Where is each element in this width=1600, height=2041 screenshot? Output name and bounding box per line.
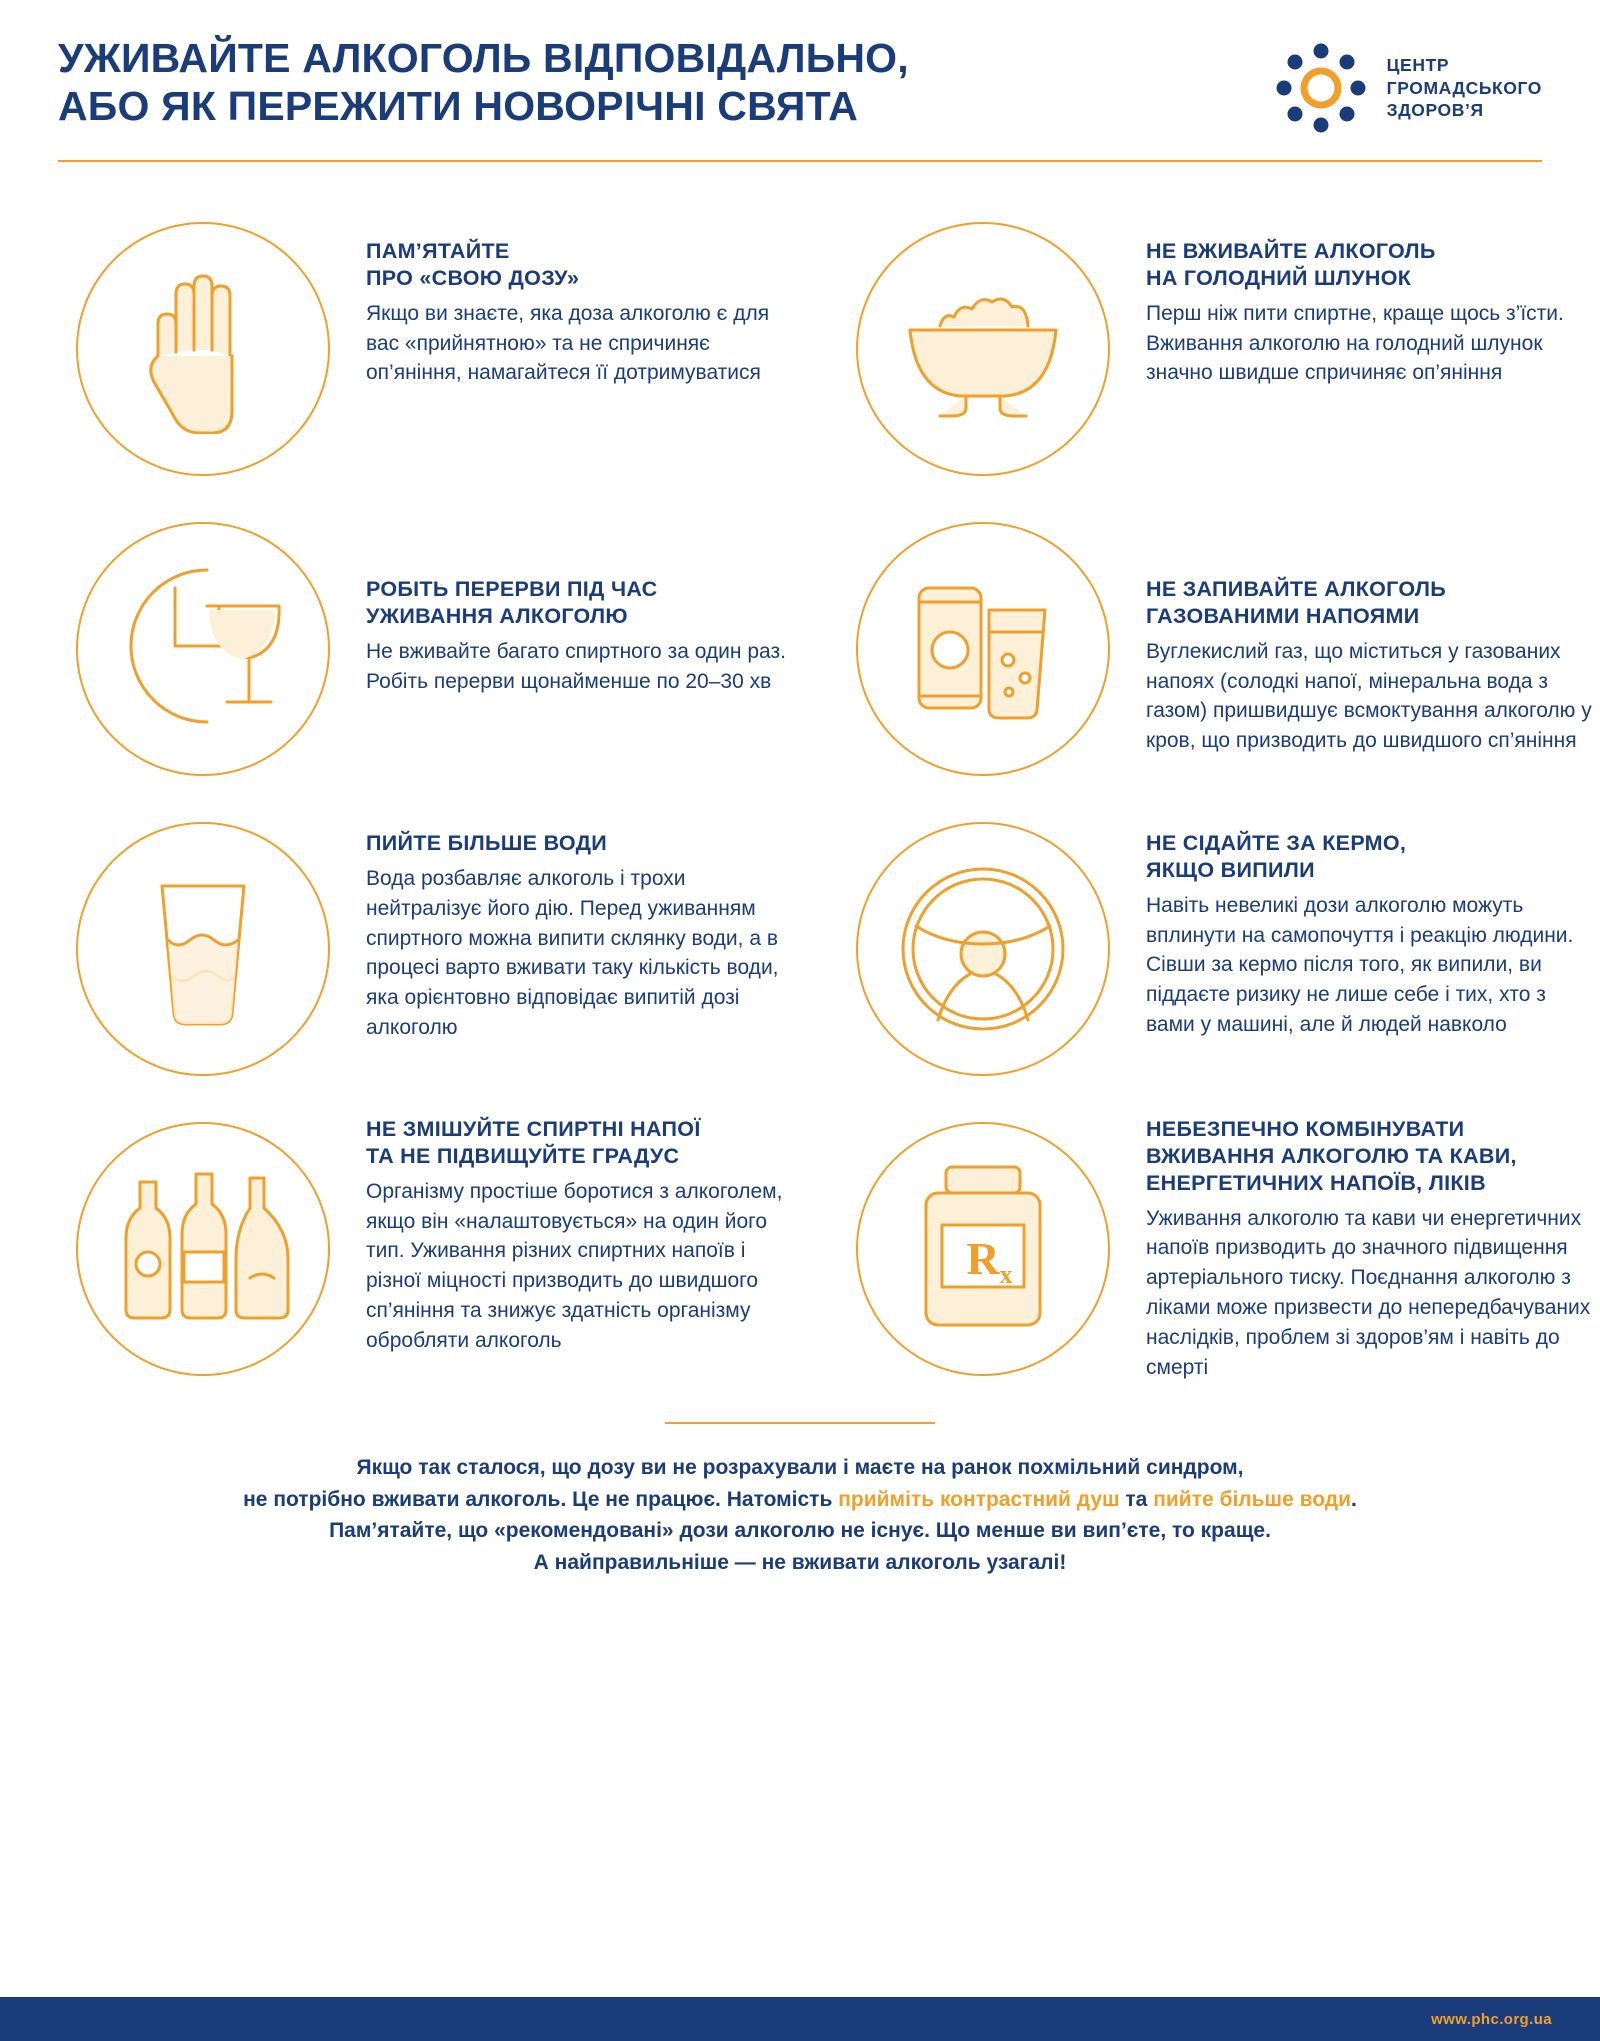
tip-title [366, 238, 796, 292]
soda-can-glass-icon [856, 522, 1110, 776]
bowl-of-food-icon [856, 222, 1110, 476]
tip-card [58, 204, 818, 494]
svg-text:R: R [966, 1233, 1000, 1284]
tip-icon-wrap [58, 1104, 348, 1394]
tip-title-line1: НЕБЕЗПЕЧНО КОМБІНУВАТИ [1146, 1117, 1465, 1141]
footer-line-2-b: та [1119, 1487, 1154, 1511]
footer-highlight-shower: прийміть контрастний душ [838, 1487, 1120, 1511]
tip-title-line2: ТА НЕ ПІДВИЩУЙТЕ ГРАДУС [366, 1143, 680, 1168]
tip-body [1146, 204, 1596, 388]
clock-wineglass-icon [76, 522, 330, 776]
tip-title-line2: ГАЗОВАНИМИ НАПОЯМИ [1146, 603, 1420, 628]
tip-card [838, 804, 1598, 1094]
logo-text-line2: ГРОМАДСЬКОГО [1386, 77, 1542, 98]
bottles-icon [76, 1122, 330, 1376]
svg-text:x: x [999, 1260, 1013, 1289]
footer-highlight-water: пийте більше води [1153, 1487, 1352, 1511]
tip-card [58, 804, 818, 1094]
tip-title-line1: ПАМ’ЯТАЙТЕ [366, 239, 510, 263]
tip-body [1146, 504, 1596, 756]
tip-title [366, 576, 796, 630]
tip-title-line2: УЖИВАННЯ АЛКОГОЛЮ [366, 603, 628, 628]
tip-icon-wrap [838, 204, 1128, 494]
page-title-line2: АБО ЯК ПЕРЕЖИТИ НОВОРІЧНІ СВЯТА [58, 83, 859, 130]
footer-line-3: Пам’ятайте, що «рекомендовані» дози алкоголю не існує. Що менше ви вип’єте, то краще. [329, 1519, 1271, 1542]
tip-icon-wrap [838, 1104, 1128, 1394]
tip-title-line1: НЕ СІДАЙТЕ ЗА КЕРМО, [1146, 831, 1407, 855]
tip-text: Організму простіше боротися з алкоголем, якщо він «налаштовується» на один його тип. Уживання різних спиртних напоїв і різної міцності призводить до швидшого сп’яніння та знижує здатність організму обробляти алкоголь [366, 1179, 783, 1352]
tips-grid [48, 162, 1592, 1404]
tip-title-line1: РОБІТЬ ПЕРЕРВИ ПІД ЧАС [366, 577, 658, 601]
tip-body [366, 1104, 796, 1356]
page-title-line1: УЖИВАЙТЕ АЛКОГОЛЬ ВІДПОВІДАЛЬНО, [58, 35, 909, 81]
tip-title-line2: ЯКЩО ВИПИЛИ [1146, 857, 1315, 882]
tip-text: Не вживайте багато спиртного за один раз. Робіть перерви щонайменше по 20–30 хв [366, 639, 786, 693]
logo-mark-icon [1273, 40, 1369, 136]
tip-card [58, 1104, 818, 1394]
hand-icon [76, 222, 330, 476]
header [48, 0, 1552, 136]
tip-card [838, 504, 1598, 794]
tip-body [366, 504, 796, 696]
tip-title-line2: ПРО «СВОЮ ДОЗУ» [366, 265, 580, 290]
tip-icon-wrap [58, 804, 348, 1094]
footer-line-4: А найправильніше — не вживати алкоголь узагалі! [533, 1550, 1067, 1574]
organization-logo [1273, 34, 1542, 136]
tip-text: Якщо ви знаєте, яка доза алкоголю є для вас «прийнятною» та не спричиняє оп’яніння, намагайтеся її дотримуватися [366, 301, 770, 385]
tip-text: Вуглекислий газ, що міститься у газованих напоях (солодкі напої, мінеральна вода з газом) пришвидшує всмоктування алкоголю у кров, що призводить до швидшого сп’яніння [1146, 639, 1592, 753]
tip-card [838, 204, 1598, 494]
tip-body [366, 804, 796, 1043]
footer-line-2-c: . [1351, 1487, 1357, 1511]
tip-card [838, 1104, 1598, 1394]
tip-title [1146, 576, 1596, 630]
tip-title-line2: НА ГОЛОДНИЙ ШЛУНОК [1146, 265, 1412, 290]
tip-title [1146, 1116, 1596, 1197]
footer-note [48, 1452, 1552, 1578]
bottom-bar [0, 1997, 1600, 2041]
tip-body [1146, 804, 1596, 1040]
tip-title-line1: НЕ ЗАПИВАЙТЕ АЛКОГОЛЬ [1146, 577, 1446, 601]
footer-line-1: Якщо так сталося, що дозу ви не розрахували і маєте на ранок похмільний синдром, [356, 1456, 1244, 1479]
tip-title-line2: ВЖИВАННЯ АЛКОГОЛЮ ТА КАВИ, [1146, 1143, 1517, 1168]
page-title [58, 34, 909, 131]
tip-icon-wrap [58, 504, 348, 794]
steering-wheel-icon [856, 822, 1110, 1076]
footer-divider [665, 1422, 935, 1424]
website-link[interactable]: www.phc.org.ua [1431, 2010, 1552, 2028]
tip-body [366, 204, 796, 388]
tip-title [1146, 830, 1596, 884]
tip-text: Уживання алкоголю та кави чи енергетичних напоїв призводить до значного підвищення артеріального тиску. Поєднання алкоголю з ліками може призвести до непередбачуваних наслідків, проблем зі здоров’ям і навіть до смерті [1146, 1206, 1591, 1379]
tip-text: Вода розбавляє алкоголь і трохи нейтралізує його дію. Перед уживанням спиртного можна випити склянку води, а в процесі варто вживати таку кількість води, яка орієнтовно відповідає випитій дозі алкоголю [366, 866, 779, 1039]
tip-title [1146, 238, 1596, 292]
tip-icon-wrap [838, 804, 1128, 1094]
tip-icon-wrap [838, 504, 1128, 794]
water-glass-icon [76, 822, 330, 1076]
tip-body [1146, 1104, 1596, 1383]
logo-text [1387, 54, 1542, 121]
tip-title-line1: НЕ ЗМІШУЙТЕ СПИРТНІ НАПОЇ [366, 1117, 701, 1141]
tip-title [366, 830, 796, 857]
logo-text-line3: ЗДОРОВ’Я [1386, 100, 1484, 121]
tip-card [58, 504, 818, 794]
footer-line-2-a: не потрібно вживати алкоголь. Це не працює. Натомість [243, 1487, 839, 1511]
tip-title-line1: НЕ ВЖИВАЙТЕ АЛКОГОЛЬ [1146, 239, 1436, 263]
tip-title-line3: ЕНЕРГЕТИЧНИХ НАПОЇВ, ЛІКІВ [1146, 1170, 1486, 1195]
tip-text: Перш ніж пити спиртне, краще щось з’їсти. Вживання алкоголю на голодний шлунок значно швидше спричиняє оп’яніння [1146, 301, 1564, 385]
footer-line-2 [168, 1484, 1432, 1516]
logo-text-line1: ЦЕНТР [1386, 55, 1450, 76]
tip-title-line1: ПИЙТЕ БІЛЬШЕ ВОДИ [366, 831, 607, 855]
tip-title [366, 1116, 796, 1170]
tip-text: Навіть невеликі дози алкоголю можуть вплинути на самопочуття і реакцію людини. Сівши за кермо після того, як випили, ви піддаєте ризику не лише себе і тих, хто з вами у машині, але й людей навколо [1146, 893, 1574, 1036]
tip-icon-wrap [58, 204, 348, 494]
pill-bottle-rx-icon [856, 1122, 1110, 1376]
